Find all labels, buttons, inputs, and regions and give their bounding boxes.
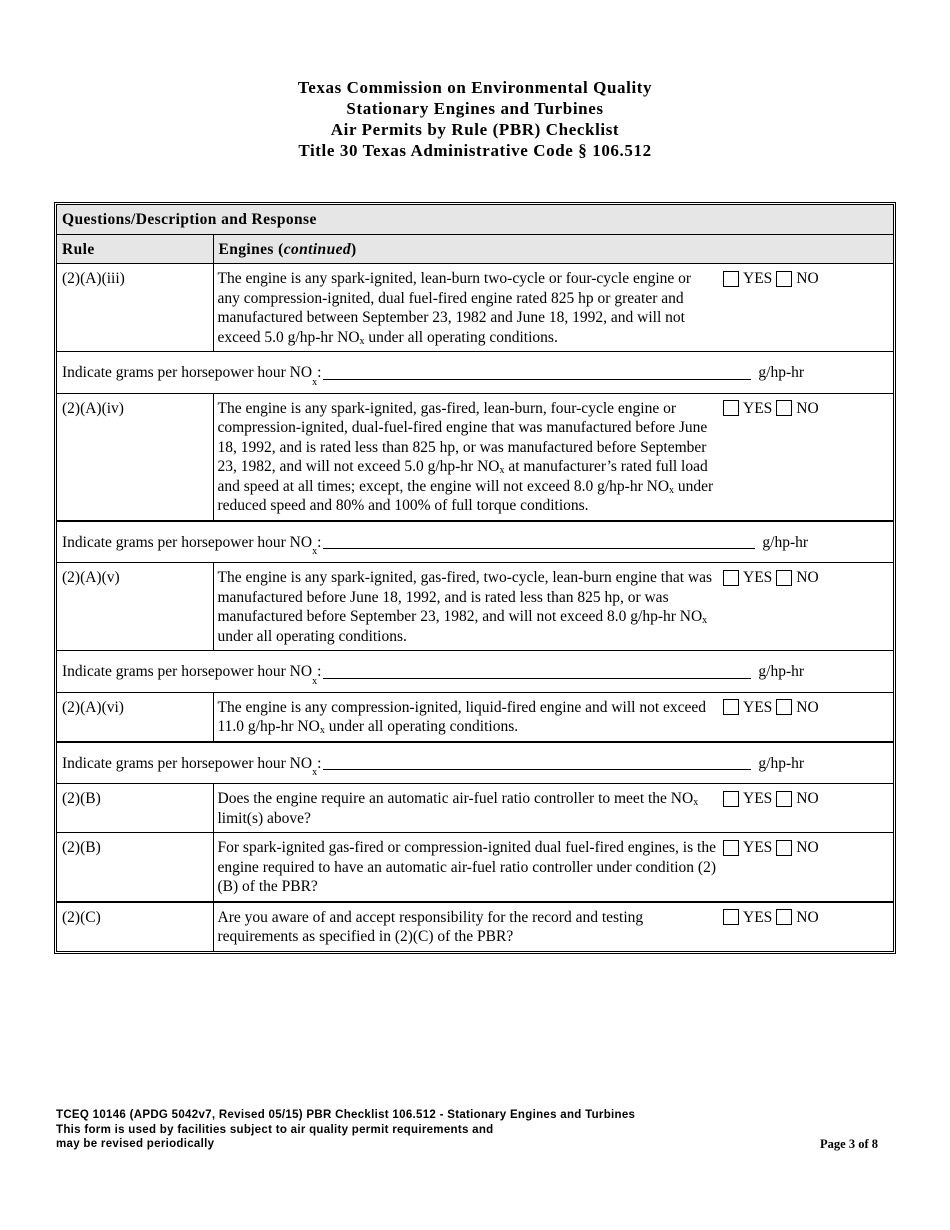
table-row: [57, 692, 893, 742]
table-row: [57, 264, 893, 352]
rule-cell: (2)(B): [57, 833, 213, 902]
description-cell: The engine is any compression-ignited, liquid-fired engine and will not exceed 11.0 g/hp-hr $NO_x$ under all operating conditions.: [213, 692, 723, 742]
document-header: [0, 77, 950, 161]
no-checkbox[interactable]: [776, 271, 792, 287]
column-header-engines: Engines (continued): [213, 234, 893, 264]
indicate-row: Indicate grams per horsepower hour NO x : g/hp-hr: [57, 651, 893, 693]
yes-checkbox[interactable]: [723, 570, 739, 586]
footer-form-info: [56, 1108, 635, 1152]
nox-value-field[interactable]: [323, 756, 751, 770]
yes-no-cell: YES NO: [723, 563, 893, 651]
checklist-table: [54, 202, 896, 954]
section-title: Questions/Description and Response: [57, 205, 893, 234]
table-row: [57, 833, 893, 902]
header-form-title: Air Permits by Rule (PBR) Checklist: [330, 120, 620, 139]
indicate-row: Indicate grams per horsepower hour NO x : g/hp-hr: [57, 352, 893, 394]
nox-value-field[interactable]: [323, 535, 755, 549]
rule-cell: (2)(C): [57, 902, 213, 951]
yes-checkbox[interactable]: [723, 791, 739, 807]
description-cell: Are you aware of and accept responsibility for the record and testing requirements as specified in (2)(C) of the PBR?: [213, 902, 723, 951]
nox-value-field[interactable]: [323, 665, 751, 679]
no-checkbox[interactable]: [776, 840, 792, 856]
footer-form-id: TCEQ 10146 (APDG 5042v7, Revised 05/15) PBR Checklist 106.512 - Stationary Engines and Turbines: [56, 1109, 636, 1121]
header-code-reference: Title 30 Texas Administrative Code § 106.512: [298, 141, 652, 160]
rule-cell: (2)(A)(iv): [57, 393, 213, 521]
header-subject: Stationary Engines and Turbines: [346, 99, 604, 118]
description-cell: The engine is any spark-ignited, gas-fired, lean-burn, four-cycle engine or compression-ignited, dual-fuel-fired engine that was manufactured before June 18, 1992, and is rated less than 825 hp, or was manufactured before September 23, 1982, and will not exceed 5.0 g/hp-hr $NO_x$ at manufacturer’s rated full load and speed at all times; except, the engine will not exceed 8.0 g/hp-hr $NO_x$ under reduced speed and 80% and 100% of full torque conditions.: [213, 393, 723, 521]
no-checkbox[interactable]: [776, 400, 792, 416]
table-row: [57, 563, 893, 651]
yes-no-cell: YES NO: [723, 393, 893, 521]
rule-cell: (2)(B): [57, 784, 213, 833]
yes-no-cell: YES NO: [723, 902, 893, 951]
footer-notice-line2: may be revised periodically: [56, 1138, 215, 1150]
rule-cell: (2)(A)(vi): [57, 692, 213, 742]
yes-checkbox[interactable]: [723, 271, 739, 287]
yes-checkbox[interactable]: [723, 400, 739, 416]
column-header-row: [57, 234, 893, 264]
indicate-row: Indicate grams per horsepower hour NO x : g/hp-hr: [57, 521, 893, 563]
yes-checkbox[interactable]: [723, 699, 739, 715]
header-agency: Texas Commission on Environmental Quality: [297, 78, 653, 97]
yes-checkbox[interactable]: [723, 840, 739, 856]
no-checkbox[interactable]: [776, 909, 792, 925]
yes-no-cell: YES NO: [723, 692, 893, 742]
description-cell: For spark-ignited gas-fired or compression-ignited dual fuel-fired engines, is the engine required to have an automatic air-fuel ratio controller under condition (2)(B) of the PBR?: [213, 833, 723, 902]
description-cell: The engine is any spark-ignited, gas-fired, two-cycle, lean-burn engine that was manufactured before June 18, 1992, and is rated less than 825 hp, or was manufactured before September 23, 1982, and will not exceed 8.0 g/hp-hr $NO_x$ under all operating conditions.: [213, 563, 723, 651]
description-cell: Does the engine require an automatic air-fuel ratio controller to meet the $NO_x$ limit(s) above?: [213, 784, 723, 833]
footer-notice-line1: This form is used by facilities subject to air quality permit requirements and: [56, 1123, 494, 1136]
column-header-rule: Rule: [57, 234, 213, 264]
yes-checkbox[interactable]: [723, 909, 739, 925]
no-checkbox[interactable]: [776, 570, 792, 586]
yes-no-cell: YES NO: [723, 264, 893, 352]
indicate-row: Indicate grams per horsepower hour NO x : g/hp-hr: [57, 742, 893, 784]
description-cell: The engine is any spark-ignited, lean-burn two-cycle or four-cycle engine or any compression-ignited, dual fuel-fired engine rated 825 hp or greater and manufactured between September 23, 1982 and June 18, 1992, and will not exceed 5.0 g/hp-hr $NO_x$ under all operating conditions.: [213, 264, 723, 352]
table-row: [57, 902, 893, 951]
yes-no-cell: YES NO: [723, 833, 893, 902]
nox-value-field[interactable]: [323, 366, 751, 380]
no-checkbox[interactable]: [776, 699, 792, 715]
rule-cell: (2)(A)(iii): [57, 264, 213, 352]
page-number: Page 3 of 8: [820, 1137, 878, 1151]
table-row: [57, 784, 893, 833]
yes-no-cell: YES NO: [723, 784, 893, 833]
table-row: [57, 393, 893, 521]
no-checkbox[interactable]: [776, 791, 792, 807]
rule-cell: (2)(A)(v): [57, 563, 213, 651]
